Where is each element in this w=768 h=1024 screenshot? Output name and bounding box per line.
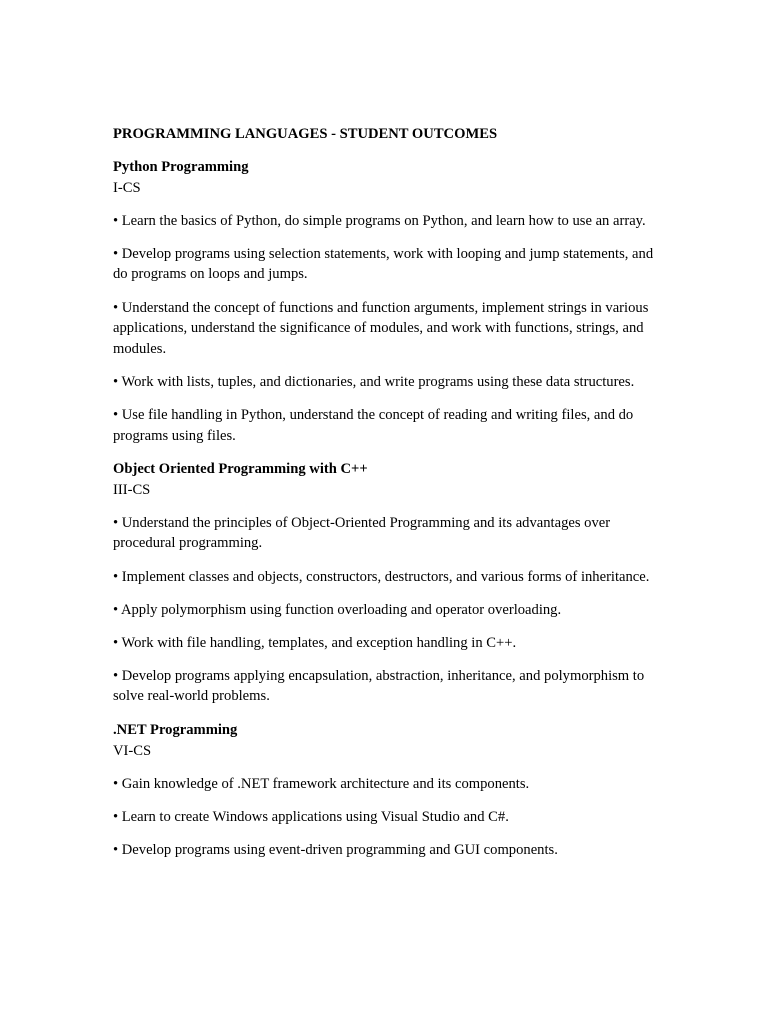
outcome-item: • Understand the principles of Object-Oriented Programming and its advantages over procedural programming. bbox=[113, 514, 611, 552]
outcome-item: • Learn to create Windows applications using Visual Studio and C#. bbox=[113, 808, 509, 825]
section-class-label: I-CS bbox=[113, 179, 141, 196]
section-class-label: VI-CS bbox=[113, 742, 152, 759]
outcome-item: • Develop programs using selection statements, work with looping and jump statements, and do programs on loops and jumps. bbox=[113, 245, 654, 283]
section-title: Object Oriented Programming with C++ bbox=[113, 461, 368, 478]
outcome-item: • Implement classes and objects, constructors, destructors, and various forms of inheritance. bbox=[113, 568, 650, 585]
outcome-item: • Develop programs applying encapsulation, abstraction, inheritance, and polymorphism to solve real-world problems. bbox=[113, 667, 645, 705]
section-cpp bbox=[113, 459, 658, 707]
document-page bbox=[113, 124, 658, 873]
section-dotnet bbox=[113, 720, 658, 860]
outcome-item: • Use file handling in Python, understand the concept of reading and writing files, and do programs using files. bbox=[113, 406, 634, 444]
outcome-item: • Learn the basics of Python, do simple programs on Python, and learn how to use an array. bbox=[113, 212, 646, 229]
outcome-item: • Apply polymorphism using function overloading and operator overloading. bbox=[113, 601, 562, 618]
section-python bbox=[113, 157, 658, 446]
section-class-label: III-CS bbox=[113, 481, 151, 498]
outcome-item: • Work with lists, tuples, and dictionaries, and write programs using these data structures. bbox=[113, 373, 635, 390]
document-title: PROGRAMMING LANGUAGES - STUDENT OUTCOMES bbox=[113, 126, 498, 142]
outcome-item: • Gain knowledge of .NET framework architecture and its components. bbox=[113, 775, 530, 792]
outcome-item: • Work with file handling, templates, and exception handling in C++. bbox=[113, 634, 517, 651]
section-title: .NET Programming bbox=[113, 721, 238, 738]
outcome-item: • Develop programs using event-driven programming and GUI components. bbox=[113, 841, 558, 858]
section-title: Python Programming bbox=[113, 159, 249, 176]
outcome-item: • Understand the concept of functions and function arguments, implement strings in various applications, understand the significance of modules, and work with functions, strings, and modules. bbox=[113, 299, 649, 357]
